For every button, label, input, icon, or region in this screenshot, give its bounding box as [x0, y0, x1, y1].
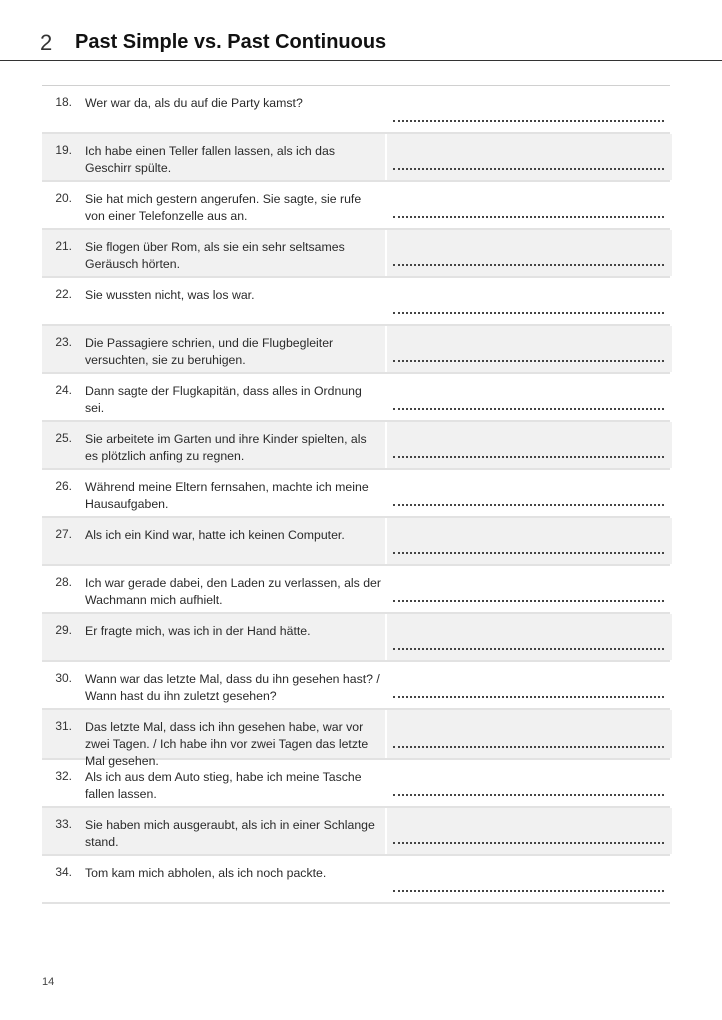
page-header	[0, 0, 722, 61]
exercise-sentence: Ich habe einen Teller fallen lassen, als ich das Geschirr spülte.	[85, 144, 335, 175]
answer-dotted-line	[393, 312, 664, 314]
answer-field[interactable]	[385, 760, 672, 806]
answer-dotted-line	[393, 890, 664, 892]
answer-field[interactable]	[385, 326, 672, 372]
exercise-number: 21.	[55, 239, 72, 253]
exercise-number: 20.	[55, 191, 72, 205]
answer-field[interactable]	[385, 86, 672, 132]
answer-field[interactable]	[385, 710, 672, 758]
exercise-sentence: Tom kam mich abholen, als ich noch packte.	[85, 866, 327, 880]
exercise-sentence: Als ich ein Kind war, hatte ich keinen Computer.	[85, 528, 345, 542]
exercise-sentence: Ich war gerade dabei, den Laden zu verlassen, als der Wachmann mich aufhielt.	[85, 576, 381, 607]
answer-field[interactable]	[385, 808, 672, 854]
exercise-row	[42, 470, 670, 518]
answer-dotted-line	[393, 216, 664, 218]
answer-dotted-line	[393, 648, 664, 650]
exercise-row	[42, 422, 670, 470]
exercise-number: 33.	[55, 817, 72, 831]
answer-field[interactable]	[385, 374, 672, 420]
exercise-row	[42, 662, 670, 710]
answer-dotted-line	[393, 746, 664, 748]
answer-field[interactable]	[385, 422, 672, 468]
exercise-number: 31.	[55, 719, 72, 733]
exercise-row	[42, 566, 670, 614]
answer-dotted-line	[393, 408, 664, 410]
answer-dotted-line	[393, 696, 664, 698]
answer-field[interactable]	[385, 856, 672, 902]
exercise-number: 23.	[55, 335, 72, 349]
exercise-sentence: Er fragte mich, was ich in der Hand hätte.	[85, 624, 311, 638]
exercise-sentence: Die Passagiere schrien, und die Flugbegleiter versuchten, sie zu beruhigen.	[85, 336, 334, 367]
exercise-number: 19.	[55, 143, 72, 157]
answer-dotted-line	[393, 504, 664, 506]
answer-dotted-line	[393, 842, 664, 844]
exercise-number: 29.	[55, 623, 72, 637]
exercise-row	[42, 230, 670, 278]
exercise-sentence: Sie haben mich ausgeraubt, als ich in einer Schlange stand.	[85, 818, 375, 849]
exercise-number: 25.	[55, 431, 72, 445]
answer-dotted-line	[393, 552, 664, 554]
exercise-row	[42, 374, 670, 422]
exercise-number: 24.	[55, 383, 72, 397]
answer-field[interactable]	[385, 614, 672, 660]
exercise-row	[42, 856, 670, 904]
answer-field[interactable]	[385, 230, 672, 276]
answer-dotted-line	[393, 600, 664, 602]
exercise-sentence: Während meine Eltern fernsahen, machte ich meine Hausaufgaben.	[85, 480, 369, 511]
answer-field[interactable]	[385, 518, 672, 564]
exercise-sentence: Sie wussten nicht, was los war.	[85, 288, 255, 302]
page-number: 14	[42, 976, 55, 988]
exercise-sentence: Sie arbeitete im Garten und ihre Kinder spielten, als es plötzlich anfing zu regnen.	[85, 432, 367, 463]
exercise-number: 34.	[55, 865, 72, 879]
exercise-row	[42, 808, 670, 856]
answer-field[interactable]	[385, 278, 672, 324]
exercise-row	[42, 614, 670, 662]
answer-field[interactable]	[385, 566, 672, 612]
answer-dotted-line	[393, 168, 664, 170]
exercise-row	[42, 326, 670, 374]
exercise-row	[42, 760, 670, 808]
exercise-number: 30.	[55, 671, 72, 685]
exercise-row	[42, 86, 670, 134]
chapter-number: 2	[40, 30, 53, 55]
exercise-sentence: Wer war da, als du auf die Party kamst?	[85, 96, 303, 110]
exercise-number: 32.	[55, 769, 72, 783]
exercise-sentence: Das letzte Mal, dass ich ihn gesehen habe, war vor zwei Tagen. / Ich habe ihn vor zwei Tagen das letzte Mal gesehen.	[85, 720, 369, 768]
exercise-row	[42, 182, 670, 230]
exercise-row	[42, 518, 670, 566]
answer-field[interactable]	[385, 470, 672, 516]
exercise-sentence: Dann sagte der Flugkapitän, dass alles in Ordnung sei.	[85, 384, 362, 415]
exercise-sentence: Sie hat mich gestern angerufen. Sie sagte, sie rufe von einer Telefonzelle aus an.	[85, 192, 362, 223]
exercise-sentence: Sie flogen über Rom, als sie ein sehr seltsames Geräusch hörten.	[85, 240, 345, 271]
exercise-number: 28.	[55, 575, 72, 589]
answer-field[interactable]	[385, 182, 672, 228]
exercise-row	[42, 134, 670, 182]
exercise-number: 26.	[55, 479, 72, 493]
exercise-table	[42, 85, 670, 904]
exercise-number: 22.	[55, 287, 72, 301]
answer-dotted-line	[393, 120, 664, 122]
exercise-sentence: Wann war das letzte Mal, dass du ihn gesehen hast? / Wann hast du ihn zuletzt gesehen?	[85, 672, 380, 703]
exercise-number: 18.	[55, 95, 72, 109]
page-title: Past Simple vs. Past Continuous	[75, 31, 387, 53]
answer-dotted-line	[393, 264, 664, 266]
answer-dotted-line	[393, 456, 664, 458]
exercise-sentence: Als ich aus dem Auto stieg, habe ich meine Tasche fallen lassen.	[85, 770, 362, 801]
exercise-row	[42, 710, 670, 768]
exercise-row	[42, 278, 670, 326]
answer-field[interactable]	[385, 662, 672, 708]
answer-dotted-line	[393, 794, 664, 796]
exercise-number: 27.	[55, 527, 72, 541]
answer-dotted-line	[393, 360, 664, 362]
answer-field[interactable]	[385, 134, 672, 180]
